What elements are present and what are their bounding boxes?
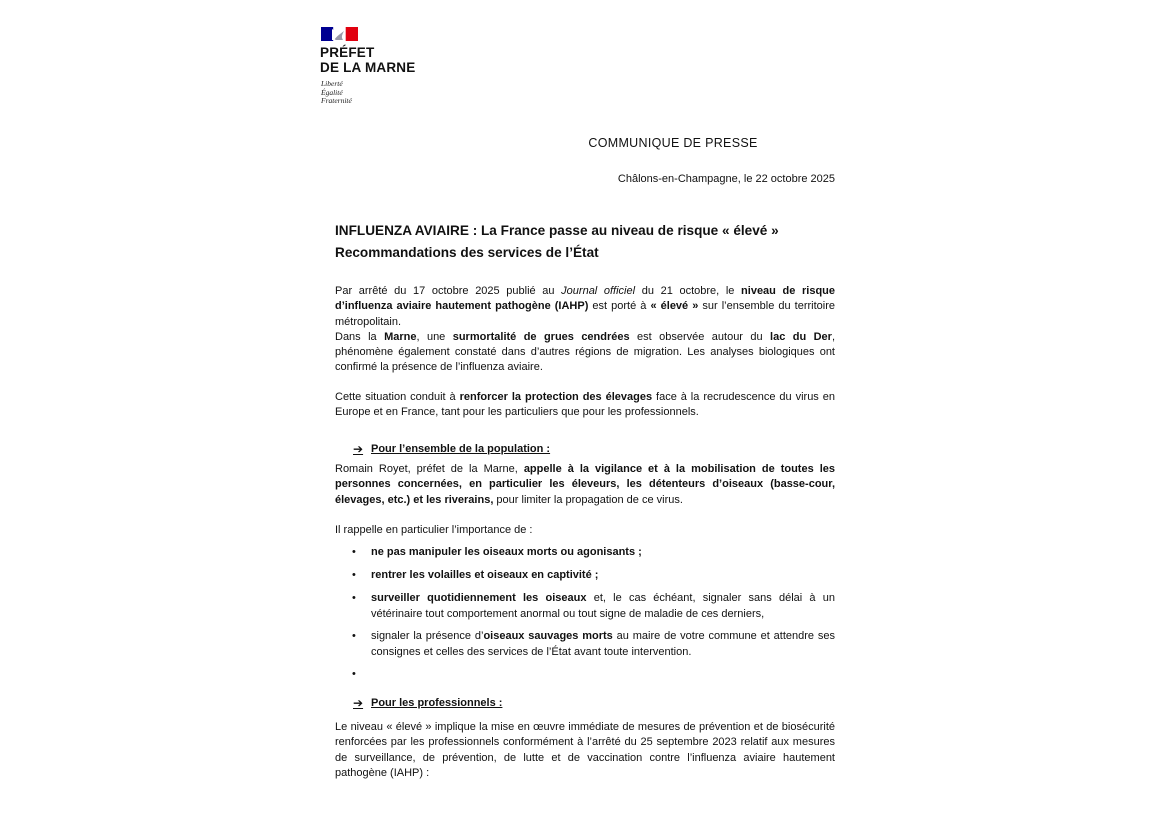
arrow-right-icon: ➔	[353, 696, 364, 710]
paragraph-risk-level: Par arrêté du 17 octobre 2025 publié au Journal officiel du 21 octobre, le niveau de risque d’influenza aviaire hautement pathogène (IAHP) est porté à « élevé » sur l’ensemble du territoire métropolitain.	[335, 285, 836, 328]
title-line-1: INFLUENZA AVIAIRE : La France passe au niveau de risque « élevé »	[335, 223, 779, 238]
paragraph-professionals: Le niveau « élevé » implique la mise en œuvre immédiate de mesures de prévention et de biosécurité renforcées par les professionnels conformément à l’arrêté du 25 septembre 2023 relatif aux mesures de surveillance, de prévention, de lutte et de vaccination contre l’influenza aviaire hautement pathogène (IAHP) :	[335, 721, 835, 779]
section-heading-professionals	[353, 696, 502, 710]
paragraph-prefect-call: Romain Royet, préfet de la Marne, appelle à la vigilance et à la mobilisation de toutes les personnes concernées, en particulier les éleveurs, les détenteurs d’oiseaux (basse-cour, élevages, etc.) et les riverains, pour limiter la propagation de ce virus.	[335, 463, 835, 506]
prefecture-line-2: DE LA MARNE	[320, 60, 416, 75]
list-item: • signaler la présence d’oiseaux sauvages morts au maire de votre commune et attendre ses consignes et celles des services de l’État avant toute intervention.	[352, 630, 835, 658]
section-heading-population	[353, 442, 550, 456]
arrow-right-icon: ➔	[353, 442, 364, 456]
title-line-2: Recommandations des services de l’État	[335, 245, 599, 260]
intro-paragraphs	[335, 284, 835, 376]
press-release-title	[335, 220, 835, 264]
republic-motto	[321, 80, 352, 106]
bullet-icon: •	[352, 569, 356, 581]
document-type: COMMUNIQUE DE PRESSE	[588, 136, 758, 150]
motto-egalite: Égalité	[321, 87, 343, 97]
motto-fraternite: Fraternité	[321, 96, 352, 106]
paragraph-marne-situation: Dans la Marne, une surmortalité de grues cendrées est observée autour du lac du Der, phénomène également constaté dans d’autres régions de migration. Les analyses biologiques ont confirmé la présence de l’influenza aviaire.	[335, 330, 835, 374]
bullet-icon: •	[352, 668, 356, 680]
section-heading-professionals-label: Pour les professionnels :	[371, 697, 503, 709]
bullet-icon: •	[352, 592, 356, 604]
section-heading-population-label: Pour l’ensemble de la population :	[371, 443, 551, 455]
list-item: • rentrer les volailles et oiseaux en captivité ;	[335, 568, 835, 584]
list-item: • ne pas manipuler les oiseaux morts ou agonisants ;	[335, 545, 835, 561]
list-item: • surveiller quotidiennement les oiseaux et, le cas échéant, signaler sans délai à un vétérinaire tout comportement anormal ou tout signe de maladie de ces derniers,	[352, 592, 836, 620]
marianne-logo	[321, 27, 358, 41]
paragraph-protection: Cette situation conduit à renforcer la protection des élevages face à la recrudescence du virus en Europe et en France, tant pour les particuliers que pour les professionnels.	[335, 391, 835, 419]
paragraph-reminder-intro: Il rappelle en particulier l’importance de :	[335, 524, 533, 536]
prefecture-line-1: PRÉFET	[320, 45, 375, 60]
bullet-icon: •	[352, 546, 356, 558]
dateline: Châlons-en-Champagne, le 22 octobre 2025	[617, 173, 835, 185]
motto-liberte: Liberté	[321, 79, 343, 88]
prefecture-name	[320, 45, 415, 75]
bullet-icon: •	[352, 630, 356, 642]
